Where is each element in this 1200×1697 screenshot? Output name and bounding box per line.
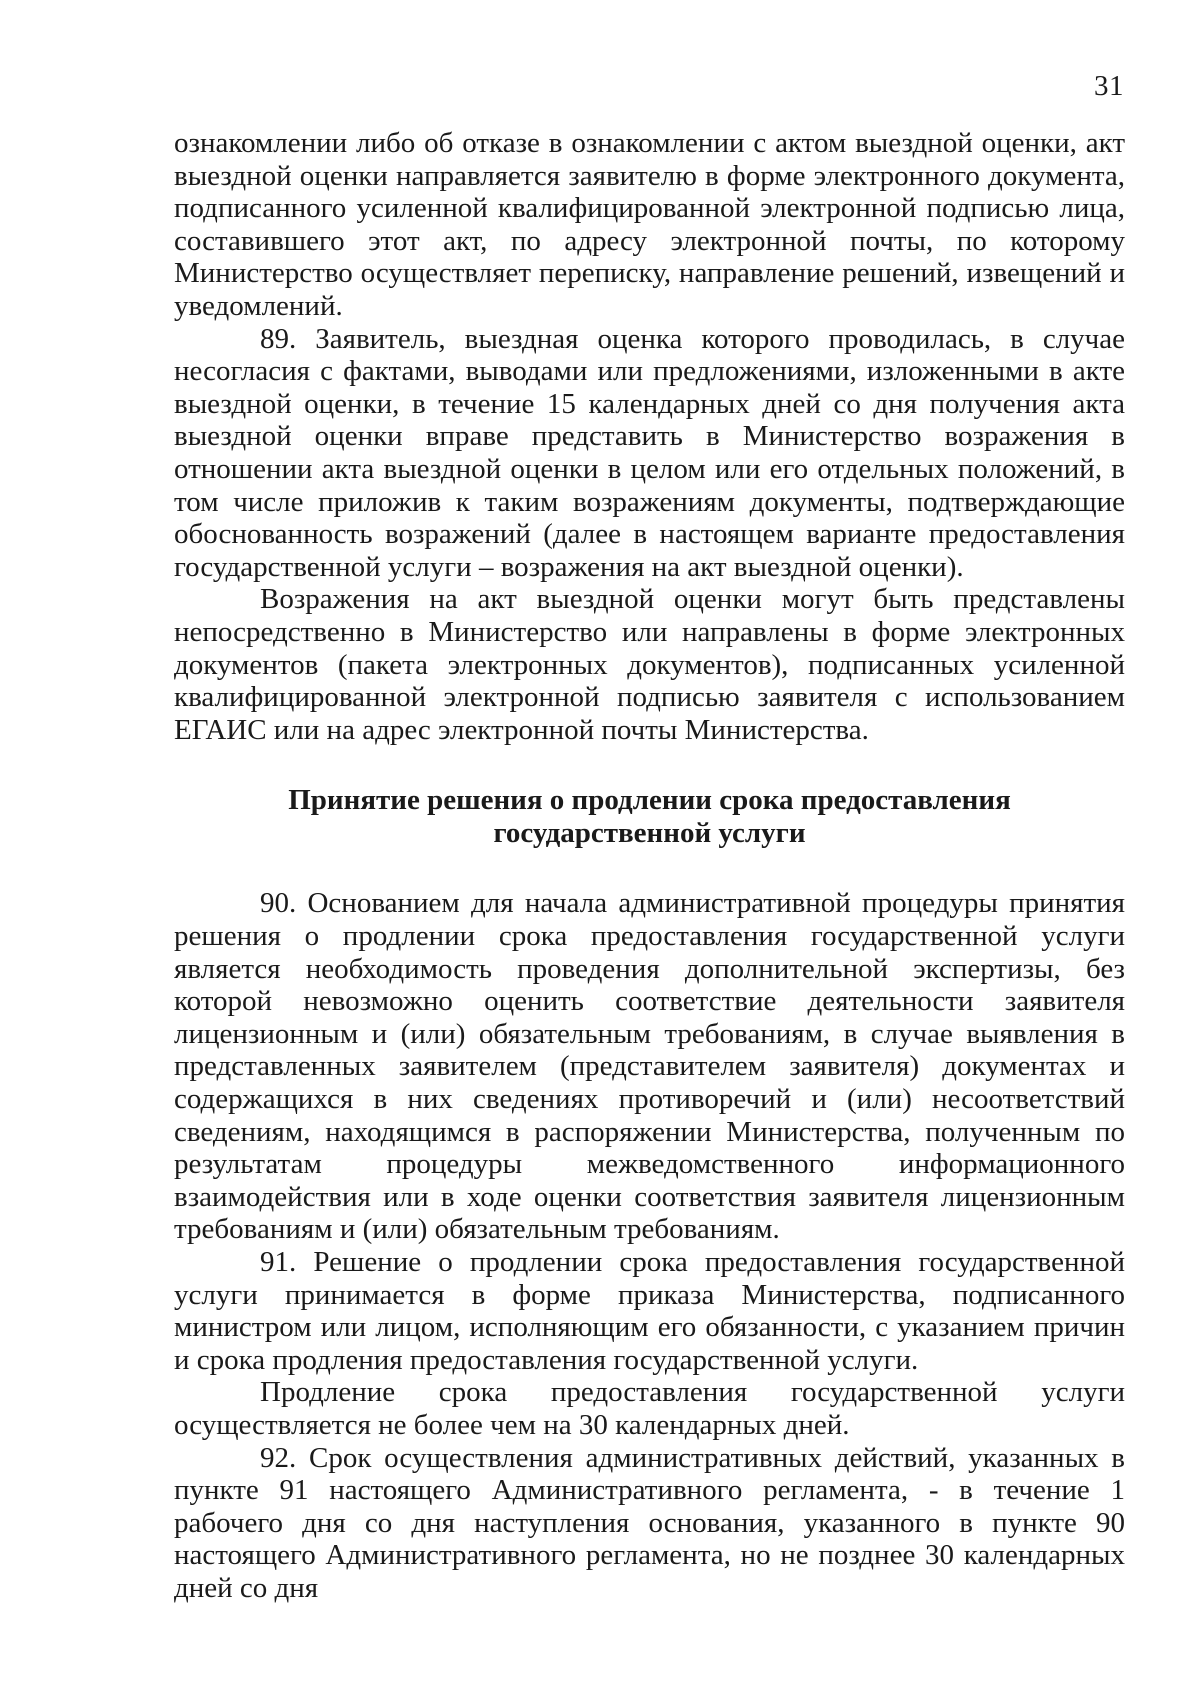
- paragraph-89: 89. Заявитель, выездная оценка которого проводилась, в случае несогласия с фактами, выводами или предложениями, изложенными в акте выездной оценки, в течение 15 календарных дней со дня получения акта выездной оценки вправе представить в Министерство возражения в отношении акта выездной оценки в целом или его отдельных положений, в том числе приложив к таким возражениям документы, подтверждающие обоснованность возражений (далее в настоящем варианте предоставления государственной услуги – возражения на акт выездной оценки).: [174, 322, 1125, 583]
- document-body: [174, 127, 1125, 1605]
- paragraph-91: 91. Решение о продлении срока предоставления государственной услуги принимается в форме приказа Министерства, подписанного министром или лицом, исполняющим его обязанности, с указанием причин и срока продления предоставления государственной услуги.: [174, 1246, 1125, 1376]
- section-heading-line-1: Принятие решения о продлении срока предоставления: [288, 784, 1011, 817]
- section-heading-line-2: государственной услуги: [493, 816, 806, 849]
- paragraph-89-objections: Возражения на акт выездной оценки могут быть представлены непосредственно в Министерство или направлены в форме электронных документов (пакета электронных документов), подписанных усиленной квалифицированной электронной подписью заявителя с использованием ЕГАИС или на адрес электронной почты Министерства.: [174, 583, 1125, 746]
- paragraph-90: 90. Основанием для начала административной процедуры принятия решения о продлении срока предоставления государственной услуги является необходимость проведения дополнительной экспертизы, без которой невозможно оценить соответствие деятельности заявителя лицензионным и (или) обязательным требованиям, в случае выявления в представленных заявителем (представителем заявителя) документах и содержащихся в них сведениях противоречий и (или) несоответствий сведениям, находящимся в распоряжении Министерства, полученным по результатам процедуры межведомственного информационного взаимодействия или в ходе оценки соответствия заявителя лицензионным требованиям и (или) обязательным требованиям.: [174, 887, 1125, 1246]
- paragraph-92: 92. Срок осуществления административных действий, указанных в пункте 91 настоящего Административного регламента, - в течение 1 рабочего дня со дня наступления основания, указанного в пункте 90 настоящего Административного регламента, но не позднее 30 календарных дней со дня: [174, 1441, 1125, 1604]
- paragraph-continuation: ознакомлении либо об отказе в ознакомлении с актом выездной оценки, акт выездной оценки направляется заявителю в форме электронного документа, подписанного усиленной квалифицированной электронной подписью лица, составившего этот акт, по адресу электронной почты, по которому Министерство осуществляет переписку, направление решений, извещений и уведомлений.: [174, 127, 1125, 322]
- page-number: 31: [1094, 70, 1124, 102]
- paragraph-91-extension: Продление срока предоставления государственной услуги осуществляется не более чем на 30 календарных дней.: [174, 1376, 1125, 1441]
- section-heading: [174, 784, 1125, 849]
